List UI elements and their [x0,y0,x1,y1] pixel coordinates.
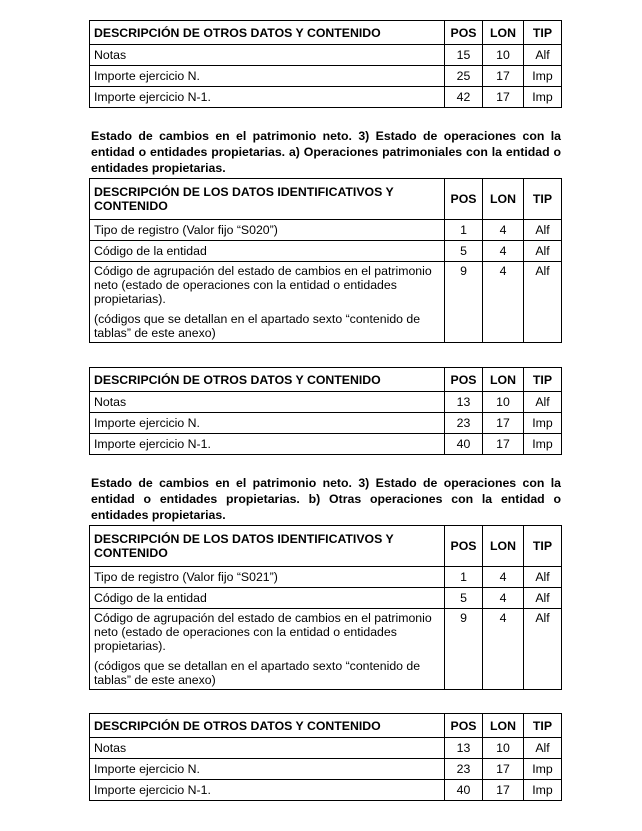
table-row [90,241,562,262]
table-row [90,413,562,434]
section-heading-a: Estado de cambios en el patrimonio neto. 3) Estado de operaciones con la entidad o entidades propietarias. a) Operaciones patrimoniales con la entidad o entidades propietarias. [91,129,561,175]
header-descripcion: DESCRIPCIÓN DE OTROS DATOS Y CONTENIDO [90,21,445,45]
cell-pos: 23 [445,759,483,780]
cell-pos: 42 [445,87,483,108]
cell-tip: Alf [524,262,562,343]
cell-tip: Alf [524,241,562,262]
cell-tip: Alf [524,392,562,413]
cell-descripcion: Código de la entidad [90,588,445,609]
cell-descripcion: Tipo de registro (Valor fijo “S021”) [90,567,445,588]
table-row [90,392,562,413]
cell-descripcion: Importe ejercicio N. [90,413,445,434]
cell-lon: 4 [483,241,524,262]
cell-tip: Alf [524,567,562,588]
cell-tip: Imp [524,780,562,801]
cell-descripcion: Importe ejercicio N. [90,759,445,780]
table-row [90,567,562,588]
cell-tip: Alf [524,45,562,66]
cell-tip: Alf [524,220,562,241]
header-tip: TIP [524,179,562,220]
cell-descripcion: Importe ejercicio N-1. [90,434,445,455]
cell-tip: Alf [524,609,562,690]
header-lon: LON [483,179,524,220]
otros-datos-table-3 [89,713,562,801]
table-header-row [90,714,562,738]
header-lon: LON [483,21,524,45]
cell-descripcion-note: (códigos que se detallan en el apartado sexto “contenido de tablas” de este anexo) [94,312,421,340]
cell-tip: Alf [524,588,562,609]
table-header-row [90,179,562,220]
cell-lon: 17 [483,87,524,108]
header-pos: POS [445,714,483,738]
cell-lon: 4 [483,567,524,588]
table-row [90,588,562,609]
cell-lon: 10 [483,45,524,66]
otros-datos-table-2 [89,367,562,455]
cell-descripcion: Importe ejercicio N. [90,66,445,87]
section-heading-b: Estado de cambios en el patrimonio neto. 3) Estado de operaciones con la entidad o entidades propietarias. b) Otras operaciones con la entidad o entidades propietarias. [91,476,561,522]
cell-lon: 10 [483,392,524,413]
header-descripcion: DESCRIPCIÓN DE OTROS DATOS Y CONTENIDO [90,714,445,738]
cell-lon: 17 [483,780,524,801]
cell-descripcion [90,262,445,343]
cell-descripcion: Notas [90,392,445,413]
table-row [90,738,562,759]
cell-lon: 17 [483,759,524,780]
cell-pos: 1 [445,567,483,588]
cell-lon: 4 [483,262,524,343]
cell-lon: 4 [483,220,524,241]
cell-lon: 17 [483,413,524,434]
cell-descripcion: Notas [90,45,445,66]
header-pos: POS [445,368,483,392]
header-descripcion: DESCRIPCIÓN DE LOS DATOS IDENTIFICATIVOS Y CONTENIDO [90,179,445,220]
cell-tip: Alf [524,738,562,759]
cell-pos: 40 [445,434,483,455]
cell-descripcion-text: Código de agrupación del estado de cambios en el patrimonio neto (estado de operaciones con la entidad o entidades propietarias). [94,611,432,653]
table-row [90,609,562,690]
cell-pos: 40 [445,780,483,801]
header-pos: POS [445,526,483,567]
cell-lon: 17 [483,66,524,87]
table-row [90,87,562,108]
cell-tip: Imp [524,413,562,434]
table-row [90,434,562,455]
table-row [90,759,562,780]
table-row [90,780,562,801]
header-tip: TIP [524,714,562,738]
cell-lon: 4 [483,609,524,690]
datos-identificativos-table-s020 [89,178,562,343]
cell-descripcion [90,609,445,690]
cell-descripcion-note: (códigos que se detallan en el apartado sexto “contenido de tablas” de este anexo) [94,659,421,687]
cell-pos: 1 [445,220,483,241]
cell-pos: 13 [445,738,483,759]
cell-pos: 9 [445,609,483,690]
cell-descripcion: Código de la entidad [90,241,445,262]
header-descripcion: DESCRIPCIÓN DE OTROS DATOS Y CONTENIDO [90,368,445,392]
cell-pos: 23 [445,413,483,434]
cell-descripcion: Notas [90,738,445,759]
cell-pos: 9 [445,262,483,343]
otros-datos-table-1 [89,20,562,108]
header-lon: LON [483,526,524,567]
cell-tip: Imp [524,434,562,455]
table-row [90,66,562,87]
cell-lon: 10 [483,738,524,759]
header-tip: TIP [524,368,562,392]
header-lon: LON [483,714,524,738]
cell-descripcion: Tipo de registro (Valor fijo “S020”) [90,220,445,241]
table-row [90,45,562,66]
datos-identificativos-table-s021 [89,525,562,690]
header-pos: POS [445,21,483,45]
header-tip: TIP [524,526,562,567]
table-row [90,262,562,343]
cell-tip: Imp [524,66,562,87]
cell-pos: 15 [445,45,483,66]
cell-descripcion: Importe ejercicio N-1. [90,87,445,108]
cell-descripcion-text: Código de agrupación del estado de cambios en el patrimonio neto (estado de operaciones con la entidad o entidades propietarias). [94,264,432,306]
cell-pos: 5 [445,241,483,262]
table-row [90,220,562,241]
header-pos: POS [445,179,483,220]
table-header-row [90,368,562,392]
cell-tip: Imp [524,759,562,780]
cell-tip: Imp [524,87,562,108]
cell-pos: 25 [445,66,483,87]
table-header-row [90,526,562,567]
cell-pos: 13 [445,392,483,413]
table-header-row [90,21,562,45]
header-lon: LON [483,368,524,392]
cell-lon: 17 [483,434,524,455]
cell-pos: 5 [445,588,483,609]
cell-lon: 4 [483,588,524,609]
cell-descripcion: Importe ejercicio N-1. [90,780,445,801]
header-tip: TIP [524,21,562,45]
header-descripcion: DESCRIPCIÓN DE LOS DATOS IDENTIFICATIVOS Y CONTENIDO [90,526,445,567]
